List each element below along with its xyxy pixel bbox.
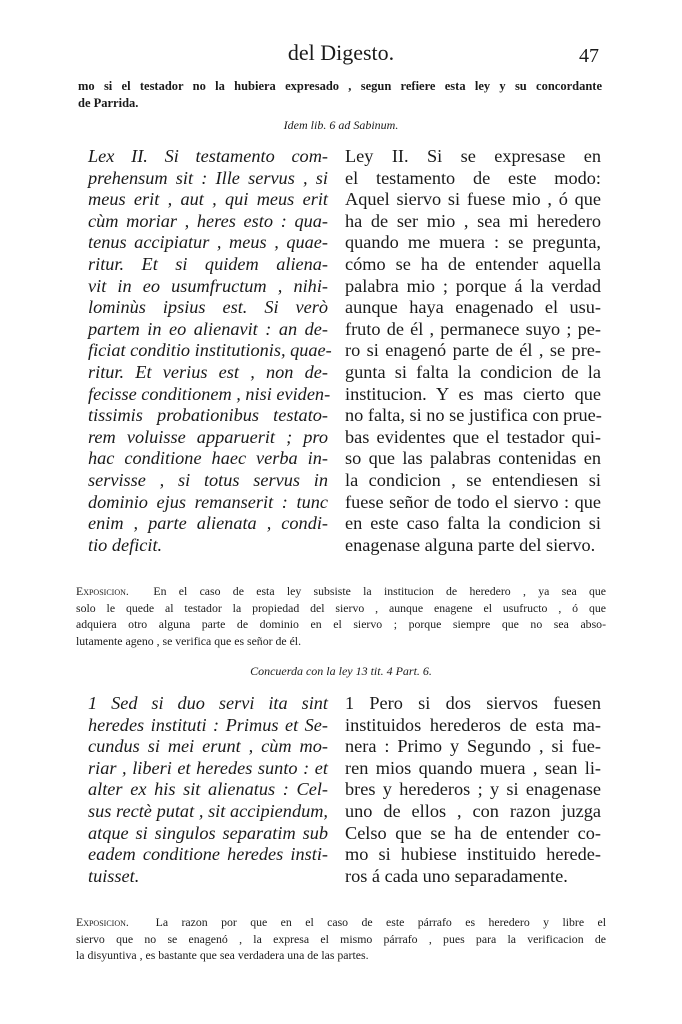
spanish-line: quando me muera : se pregunta, <box>345 232 601 253</box>
latin-line: cundus si mei erunt , cùm mo- <box>88 736 328 757</box>
spanish-line: aunque haya enagenado el usu- <box>345 297 601 318</box>
exposition-text: La razon por que en el caso de este párrafo es heredero y libre el <box>155 915 606 929</box>
latin-line: servisse , si totus servus in <box>88 469 328 490</box>
latin-line: fecisse conditionem , nisi eviden- <box>88 383 331 404</box>
exposition-text: En el caso de esta ley subsiste la institucion de heredero , ya sea que <box>153 584 606 598</box>
spanish-line: cómo se ha de entender aquella <box>345 253 601 274</box>
spanish-line: no falta, si no se justifica con prue- <box>345 405 602 426</box>
latin-line: meus erit , aut , qui meus erit <box>88 189 328 210</box>
latin-line: heredes instituti : Primus et Se- <box>88 714 328 735</box>
spanish-line: ro si enagenó parte de él , se pre- <box>345 340 601 361</box>
spanish-line: la condicion , se entendiesen si <box>345 469 601 490</box>
spanish-line: enagenase alguna parte del siervo. <box>345 534 596 555</box>
latin-line: atque si singulos separatim sub <box>88 822 328 843</box>
spanish-line: Celso que se ha de entender co- <box>345 822 601 843</box>
spanish-line: uno de ellos , con razon juzga <box>345 800 601 821</box>
spanish-line: instituidos herederos de esta ma- <box>345 714 601 735</box>
latin-line: eadem conditione heredes insti- <box>88 844 328 865</box>
exposition-line: lutamente ageno , se verifica que es señor de él. <box>76 633 302 648</box>
spanish-line: Aquel siervo si fuese mio , ó que <box>345 189 601 210</box>
latin-line: partem in eo alienavit : an de- <box>88 318 328 339</box>
exposition-line <box>76 914 606 931</box>
spanish-line: Ley II. Si se expresase en <box>345 146 601 166</box>
latin-line: 1 Sed si duo servi ita sint <box>88 693 328 713</box>
spanish-line: bas evidentes que el testador qui- <box>345 426 601 447</box>
latin-line: vit in eo usumfructum , nihi- <box>88 275 328 296</box>
exposition-line: siervo que no se enagenó , la expresa el mismo párrafo , pues para la verificacion de <box>76 931 606 946</box>
latin-line: tissimis probationibus testato- <box>88 405 328 426</box>
latin-line: sus rectè putat , sit accipiendum, <box>88 800 328 821</box>
attribution-heading: Idem lib. 6 ad Sabinum. <box>283 118 399 132</box>
exposition-label: Exposicion. <box>76 584 129 598</box>
exposition-label: Exposicion. <box>76 915 129 929</box>
latin-line: riar , liberi et heredes sunto : et <box>88 757 328 778</box>
latin-line: cùm moriar , heres esto : qua- <box>88 210 328 231</box>
exposition-1 <box>76 583 606 649</box>
spanish-line: fuese señor de todo el siervo : que <box>345 491 601 512</box>
exposition-line: la disyuntiva , es bastante que sea verdadera una de las partes. <box>76 948 369 962</box>
running-head: del Digesto. <box>287 40 395 65</box>
latin-line: ficiat conditio institutionis, quae- <box>88 340 332 361</box>
intro-note <box>78 78 602 112</box>
spanish-line: palabra mio ; porque á la verdad <box>345 275 601 296</box>
latin-line: tenus accipiatur , meus , quae- <box>88 232 328 253</box>
spanish-line: 1 Pero si dos siervos fuesen <box>345 693 601 713</box>
spanish-line: el testamento de este modo: <box>345 167 601 188</box>
latin-line: hac conditione haec verba in- <box>88 448 328 469</box>
latin-line: alter ex his sit alienatus : Cel- <box>88 779 328 800</box>
latin-line: tuisset. <box>88 865 140 886</box>
spanish-line: mo si hubiese instituido herede- <box>345 844 601 865</box>
spanish-text-paragraph-1 <box>345 693 601 887</box>
latin-line: prehensum sit : Ille servus , si <box>88 167 328 188</box>
concordance-note: Concuerda con la ley 13 tit. 4 Part. 6. <box>250 664 432 678</box>
spanish-line: ha de ser mio , sea mi heredero <box>345 210 601 231</box>
spanish-line: gunta si falta la condicion de la <box>345 361 601 382</box>
latin-line: ritur. Et si quidem aliena- <box>88 253 328 274</box>
exposition-2 <box>76 914 606 964</box>
intro-note-line: de Parrida. <box>78 96 139 110</box>
spanish-line: fruto de él , permanece suyo ; pe- <box>345 318 601 339</box>
latin-text-paragraph-1 <box>88 693 328 887</box>
spanish-line: ros á cada uno separadamente. <box>345 865 568 886</box>
latin-text-lex-2 <box>88 146 332 556</box>
spanish-line: institucion. Y es mas cierto que <box>345 383 601 404</box>
exposition-line <box>76 583 606 600</box>
latin-line: enim , parte alienata , condi- <box>88 513 328 534</box>
latin-line: lominùs ipsius est. Si verò <box>88 297 328 318</box>
spanish-line: so que las palabras contenidas en <box>345 448 601 469</box>
exposition-line: adquiera otro alguna parte de dominio en el siervo ; porque siempre que no sea abso- <box>76 617 606 631</box>
latin-line: ritur. Et verius est , non de- <box>88 361 328 382</box>
spanish-line: bres y herederos ; y si enagenase <box>345 779 601 800</box>
latin-line: dominio ejus remanserit : tunc <box>88 491 328 512</box>
spanish-line: nera : Primo y Segundo , si fue- <box>345 736 601 757</box>
latin-line: Lex II. Si testamento com- <box>88 146 328 166</box>
spanish-line: ren mios quando muera , sean li- <box>345 757 601 778</box>
spanish-line: en este caso falta la condicion si <box>345 513 601 534</box>
page-number: 47 <box>579 45 599 67</box>
latin-line: rem voluisse apparuerit ; pro <box>88 426 328 447</box>
latin-line: tio deficit. <box>88 534 163 555</box>
intro-note-line: mo si el testador no la hubiera expresado , segun refiere esta ley y su concordante <box>78 79 602 93</box>
exposition-line: solo le quede al testador la propiedad del siervo , aunque enagene el usufructo , ó que <box>76 600 606 615</box>
spanish-text-ley-2 <box>345 146 601 556</box>
